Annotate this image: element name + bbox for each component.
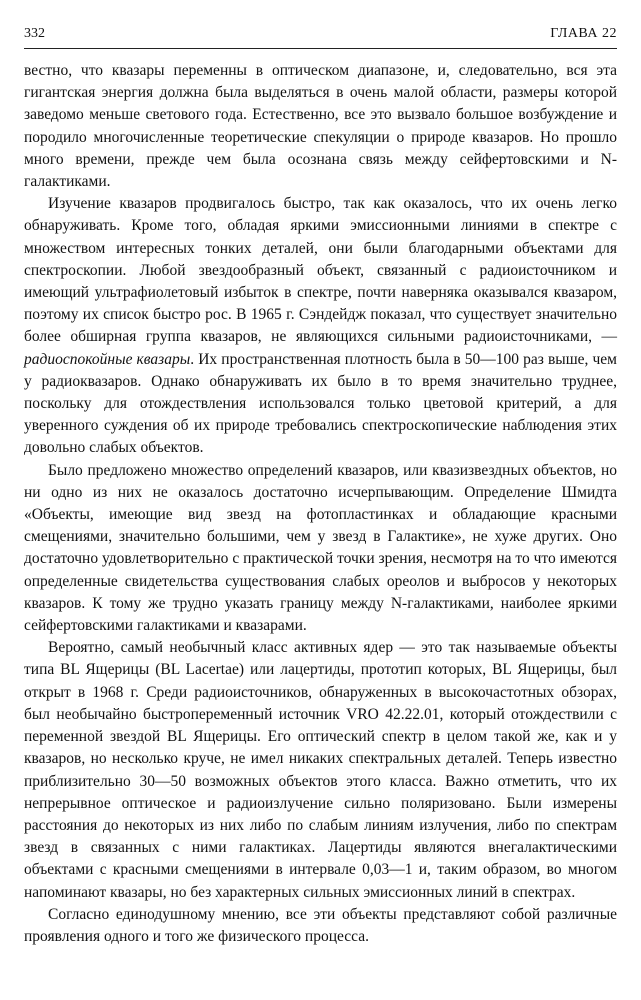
chapter-title: ГЛАВА 22 [550,26,617,41]
paragraph-3: Было предложено множество определений квазаров, или квазизвездных объектов, но ни одно из них не оказалось достаточно исчерпывающим. Определение Шмидта «Объекты, имеющие вид звезд на фотопластинках и обладающие красными смещениями, значительно большими, чем у звезд в Галактике», не хуже других. Оно достаточно удовлетворительно с практической точки зрения, несмотря на то что имеются определенные свидетельства существования слабых ореолов и выбросов у некоторых квазаров. К тому же трудно указать границу между N-галактиками, наиболее яркими сейфертовскими галактиками и квазарами. [24,461,617,635]
paragraph-2-emphasis: радиоспокойные квазары [24,350,191,368]
paragraph-4: Вероятно, самый необычный класс активных ядер — это так называемые объекты типа BL Ящерицы (BL Lacertae) или лацертиды, прототип которых, BL Ящерицы, был открыт в 1968 г. Среди радиоисточников, обнаруженных в высокочастотных обзорах, был необычайно быстропеременный источник VRO 42.22.01, который отождествили с переменной звездой BL Ящерицы. Его оптический спектр в целом такой же, как и у квазаров, но несколько круче, не имел никаких спектральных деталей. Теперь известно приблизительно 30—50 возможных объектов этого класса. Важно отметить, что их непрерывное оптическое и радиоизлучение сильно поляризовано. Были измерены расстояния до некоторых из них либо по слабым линиям излучения, либо по спектрам звезд в связанных с ними галактиках. Лацертиды являются внегалактическими объектами с красными смещениями в интервале 0,03—1 и, таким образом, во многом напоминают квазары, но без характерных сильных эмиссионных линий в спектрах. [24,639,617,901]
page-body [24,60,617,948]
page-number: 332 [24,26,45,41]
paragraph-2-text-start: Изучение квазаров продвигалось быстро, так как оказалось, что их очень легко обнаруживать. Кроме того, обладая яркими эмиссионными линиями в спектре с множеством интересных тонких деталей, они были благодарными объектами для спектроскопии. Любой звездообразный объект, связанный с радиоисточником и имеющий ультрафиолетовый избыток в спектре, почти наверняка оказывался квазаром, поэтому их список быстро рос. В 1965 г. Сэндейдж показал, что существует значительно более обширная группа квазаров, не являющихся сильными радиоисточниками, — [24,195,617,346]
paragraph-1: вестно, что квазары переменны в оптическом диапазоне, и, следовательно, вся эта гигантская энергия должна была выделяться в очень малой области, размеры которой заведомо меньше светового года. Естественно, все это вызвало большое возбуждение и породило многочисленные теоретические спекуляции о природе квазаров. Но прошло много времени, прежде чем была осознана связь между сейфертовскими и N-галактиками. [24,62,617,191]
paragraph-2-text-end: . Их пространственная плотность была в 50—100 раз выше, чем у радиоквазаров. Однако обнаруживать их было в то время значительно труднее, поскольку для отождествления использовался только цветовой критерий, а для уверенного суждения об их природе требовались спектроскопические наблюдения этих довольно слабых объектов. [24,350,617,457]
paragraph-2 [24,193,617,459]
running-header [24,26,617,49]
paragraph-5: Согласно единодушному мнению, все эти объекты представляют собой различные проявления одного и того же физического процесса. [24,905,617,945]
